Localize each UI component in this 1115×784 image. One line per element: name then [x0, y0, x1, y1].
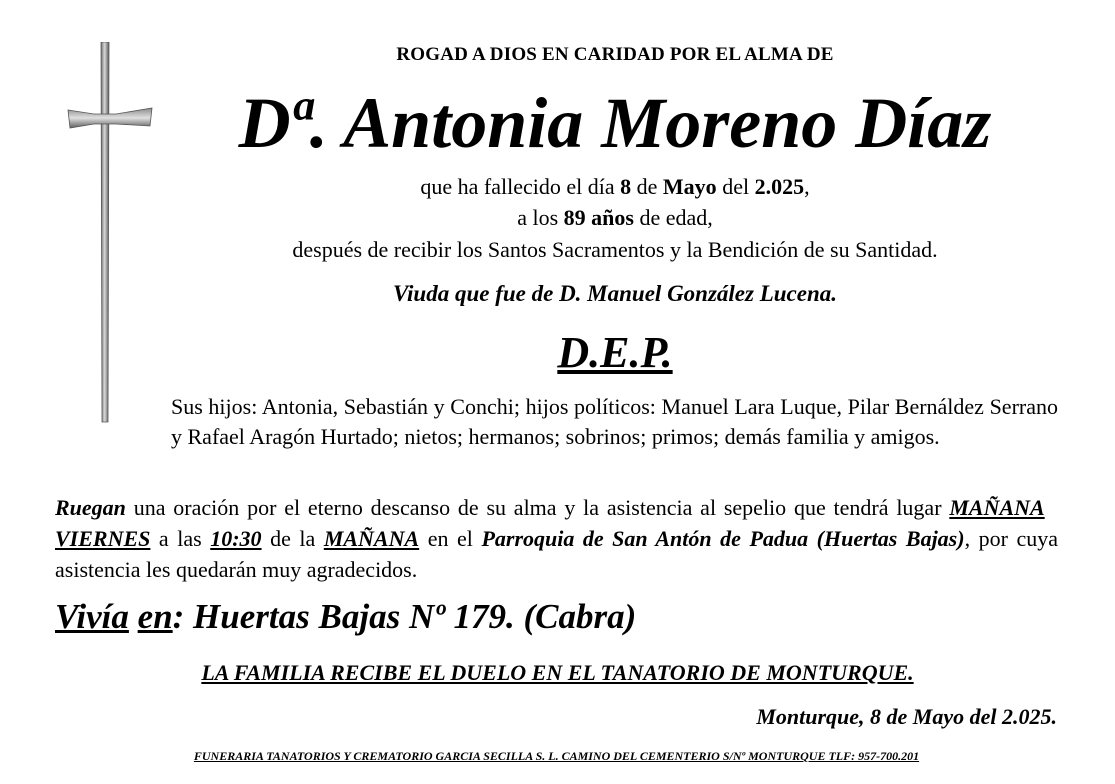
cross-icon	[64, 42, 156, 428]
deceased-name: Dª. Antonia Moreno Díaz	[238, 83, 992, 163]
funeral-home-footer: FUNERARIA TANATORIOS Y CREMATORIO GARCIA SECILLA S. L. CAMINO DEL CEMENTERIO S/Nº MONTURQUE TLF: 957-700.201	[193, 749, 920, 763]
death-day: 8	[620, 174, 632, 199]
widow-line: Viuda que fue de D. Manuel González Lucena.	[392, 281, 838, 306]
time-period: MAÑANA	[323, 526, 420, 551]
dep-heading: D.E.P.	[557, 328, 673, 377]
death-date-line: que ha fallecido el día 8 de Mayo del 2.025,	[420, 174, 810, 199]
burial-time: 10:30	[210, 526, 262, 551]
sacraments-line: después de recibir los Santos Sacramentos y la Bendición de su Santidad.	[292, 237, 938, 262]
place-date-signoff: Monturque, 8 de Mayo del 2.025.	[756, 704, 1057, 729]
duel-notice: LA FAMILIA RECIBE EL DUELO EN EL TANATORIO DE MONTURQUE.	[201, 660, 914, 685]
ruegan-word: Ruegan	[55, 495, 126, 520]
day-word: MAÑANA	[949, 495, 1045, 520]
prayer-paragraph: Ruegan una oración por el eterno descanso de su alma y la asistencia al sepelio que tendrá lugar MAÑANA VIERNES a las 10:30 de la MAÑANA en el Parroquia de San Antón de Padua (Huertas Bajas), por cuya asistencia les quedarán muy agradecidos.	[55, 495, 1059, 582]
family-paragraph: Sus hijos: Antonia, Sebastián y Conchi; hijos políticos: Manuel Lara Luque, Pilar Bernáldez Serrano y Rafael Aragón Hurtado; nietos; hermanos; sobrinos; primos; demás familia y amigos.	[171, 394, 1058, 449]
death-year: 2.025	[754, 174, 805, 199]
age-value: 89 años	[563, 205, 634, 230]
address-line: Vivía en: Huertas Bajas Nº 179. (Cabra)	[55, 597, 637, 636]
weekday: VIERNES	[55, 526, 151, 551]
age-line: a los 89 años de edad,	[517, 205, 713, 230]
church-name: Parroquia de San Antón de Padua (Huertas Bajas)	[481, 526, 965, 551]
header-request: ROGAD A DIOS EN CARIDAD POR EL ALMA DE	[396, 44, 834, 65]
death-month: Mayo	[662, 174, 717, 199]
